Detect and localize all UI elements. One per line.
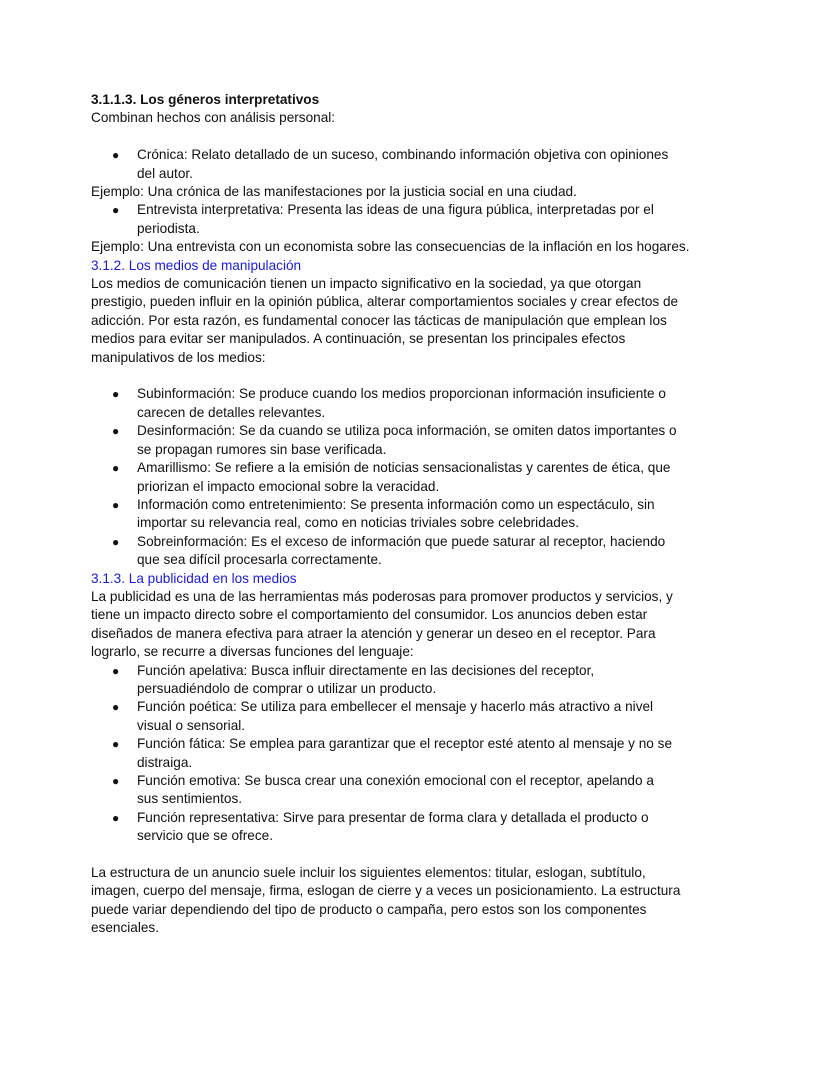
bullet-icon: ● [112, 203, 120, 218]
list-item: ● Función emotiva: Se busca crear una conexión emocional con el receptor, apelando a sus sentimientos. [112, 773, 654, 807]
bullet-icon: ● [112, 663, 120, 678]
bullet-icon: ● [112, 774, 120, 788]
bullet-icon: ● [112, 810, 120, 825]
funciones-list [91, 662, 691, 846]
bullet-icon: ● [112, 461, 120, 476]
spacer [91, 846, 691, 864]
heading-generos-interpretativos: 3.1.1.3. Los géneros interpretativos [91, 92, 320, 107]
spacer [91, 367, 691, 385]
bullet-icon: ● [112, 737, 120, 752]
paragraph-publicidad: La publicidad es una de las herramientas más poderosas para promover productos y servicios, y tiene un impacto directo sobre el comportamiento del consumidor. Los anuncios deben estar diseñados de manera efectiva para atraer la atención y generar un deseo en el receptor. Para lograrlo, se recurre a diversas funciones del lenguaje: [91, 588, 673, 660]
intro-text: Combinan hechos con análisis personal: [91, 110, 336, 126]
bullet-icon: ● [112, 497, 120, 512]
generos-list-1 [91, 146, 691, 183]
bullet-icon: ● [112, 387, 120, 402]
paragraph-manipulacion: Los medios de comunicación tienen un impacto significativo en la sociedad, ya que otorgan prestigio, pueden influir en la opinión pública, alterar comportamientos sociales y crear efectos de adicción. Por esta razón, es fundamental conocer las tácticas de manipulación que emplean los medios para evitar ser manipulados. A continuación, se presentan los principales efectos manipulativos de los medios: [91, 276, 679, 365]
bullet-icon: ● [112, 534, 120, 549]
example-text: Ejemplo: Una entrevista con un economista sobre las consecuencias de la inflación en los hogares. [91, 239, 690, 255]
list-item: ● Función poética: Se utiliza para embellecer el mensaje y hacerlo más atractivo a nivel visual o sensorial. [112, 699, 654, 733]
list-item: ● Función apelativa: Busca influir directamente en las decisiones del receptor, persuadiéndolo de comprar o utilizar un producto. [112, 662, 595, 696]
generos-list-2 [91, 201, 691, 238]
bullet-icon: ● [112, 148, 120, 163]
spacer [91, 128, 691, 146]
manipulacion-list [91, 385, 691, 569]
list-item: ● Subinformación: Se produce cuando los medios proporcionan información insuficiente o carecen de detalles relevantes. [112, 386, 666, 420]
list-item: ● Crónica: Relato detallado de un suceso, combinando información objetiva con opiniones del autor. [112, 147, 669, 181]
document-content [91, 91, 691, 938]
list-item: ● Amarillismo: Se refiere a la emisión de noticias sensacionalistas y carentes de ética, que priorizan el impacto emocional sobre la veracidad. [112, 460, 671, 494]
list-item: ● Función representativa: Sirve para presentar de forma clara y detallada el producto o servicio que se ofrece. [112, 809, 649, 844]
paragraph-estructura-anuncio: La estructura de un anuncio suele incluir los siguientes elementos: titular, eslogan, subtítulo, imagen, cuerpo del mensaje, firma, eslogan de cierre y a veces un posicionamiento. La estructura puede variar dependiendo del tipo de producto o campaña, pero estos son los componentes esenciales. [91, 865, 681, 936]
heading-publicidad-medios[interactable]: 3.1.3. La publicidad en los medios [91, 570, 297, 586]
list-item: ● Sobreinformación: Es el exceso de información que puede saturar al receptor, haciendo que sea difícil procesarla correctamente. [112, 533, 666, 568]
list-item: ● Desinformación: Se da cuando se utiliza poca información, se omiten datos importantes o se propagan rumores sin base verificada. [112, 423, 677, 457]
bullet-icon: ● [112, 700, 120, 715]
heading-medios-manipulacion[interactable]: 3.1.2. Los medios de manipulación [91, 257, 302, 273]
example-text: Ejemplo: Una crónica de las manifestaciones por la justicia social en una ciudad. [91, 184, 577, 200]
list-item: ● Información como entretenimiento: Se presenta información como un espectáculo, sin importar su relevancia real, como en noticias triviales sobre celebridades. [112, 496, 655, 531]
list-item: ● Entrevista interpretativa: Presenta las ideas de una figura pública, interpretadas por el periodista. [112, 202, 654, 236]
list-item: ● Función fática: Se emplea para garantizar que el receptor esté atento al mensaje y no se distraiga. [112, 736, 673, 770]
bullet-icon: ● [112, 424, 120, 439]
